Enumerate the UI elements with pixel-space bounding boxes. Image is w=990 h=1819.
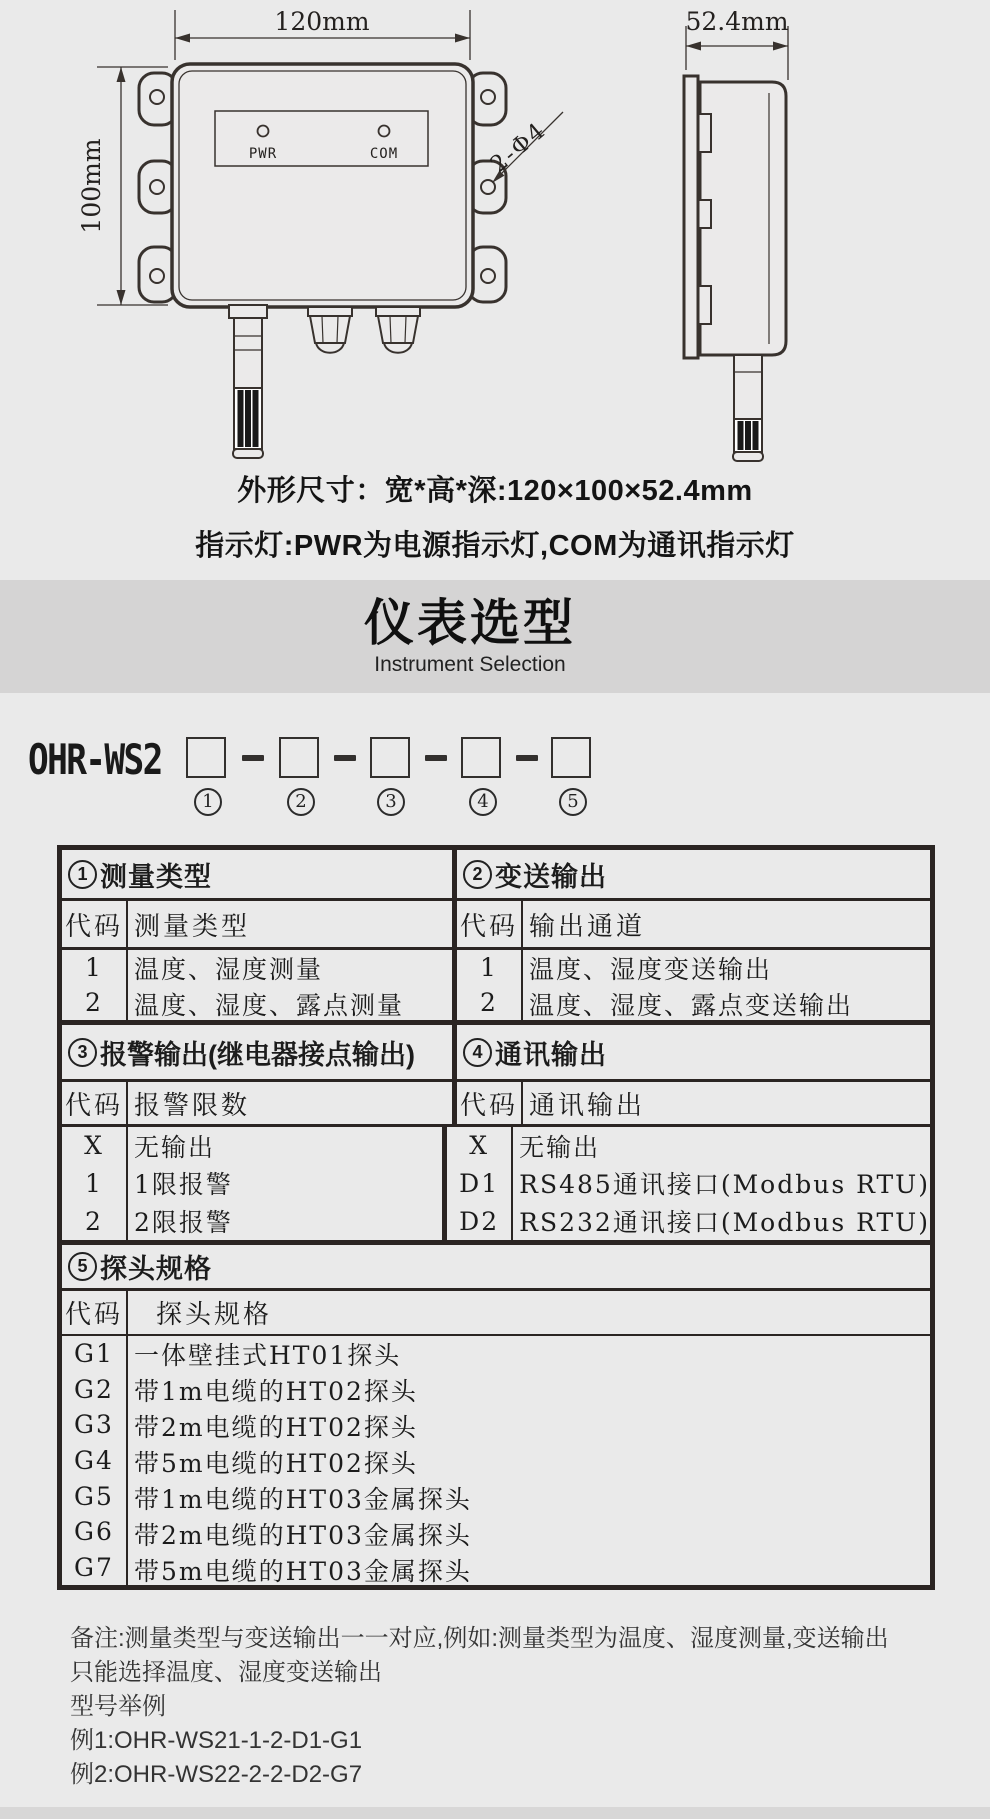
width-dim-label: 120mm bbox=[274, 7, 370, 36]
desc-cell: 温度、湿度变送输出 bbox=[529, 955, 773, 984]
code-cell: 2 bbox=[480, 988, 498, 1017]
desc-cell: 一体壁挂式HT01探头 bbox=[134, 1341, 402, 1370]
section-title: 报警输出(继电器接点输出) bbox=[100, 1039, 415, 1070]
section-title: 变送输出 bbox=[495, 861, 607, 892]
model-dash bbox=[425, 755, 447, 761]
code-column-header: 代码 bbox=[62, 1291, 128, 1334]
section-2-rows bbox=[457, 950, 930, 1020]
dimension-drawing bbox=[0, 0, 990, 468]
note-line: 只能选择温度、湿度变送输出 bbox=[70, 1659, 382, 1686]
circled-number-icon: 3 bbox=[68, 1038, 97, 1067]
desc-cell: 无输出 bbox=[519, 1132, 601, 1162]
selection-table bbox=[57, 845, 935, 1590]
circled-number-icon: 1 bbox=[68, 860, 97, 889]
circled-number-icon: 5 bbox=[68, 1252, 97, 1281]
note-line: 例2:OHR-WS22-2-2-D2-G7 bbox=[70, 1761, 363, 1788]
model-slot-box-5 bbox=[551, 737, 591, 778]
section-header-4 bbox=[457, 1025, 930, 1079]
desc-cell: 带1m电缆的HT02探头 bbox=[134, 1377, 418, 1406]
desc-cell: 温度、湿度、露点变送输出 bbox=[529, 991, 854, 1020]
code-cell: G7 bbox=[74, 1552, 114, 1582]
code-cell: D2 bbox=[459, 1206, 500, 1236]
note-line: 型号举例 bbox=[70, 1693, 166, 1720]
slot-number-5: 5 bbox=[559, 788, 587, 816]
code-cell: 1 bbox=[85, 1168, 103, 1198]
section-title: 探头规格 bbox=[100, 1254, 212, 1284]
com-led-label: COM bbox=[369, 146, 399, 162]
model-slot-box-2 bbox=[279, 737, 319, 778]
section-5-rows bbox=[62, 1336, 930, 1585]
front-view bbox=[97, 10, 563, 458]
desc-cell: 温度、湿度、露点测量 bbox=[134, 991, 405, 1020]
slot-number-2: 2 bbox=[287, 788, 315, 816]
height-dim-label: 100mm bbox=[77, 138, 106, 234]
desc-cell: 带2m电缆的HT03金属探头 bbox=[134, 1521, 472, 1550]
desc-column-header: 测量类型 bbox=[134, 911, 251, 942]
code-cell: 1 bbox=[85, 953, 103, 982]
depth-dim-label: 52.4mm bbox=[685, 7, 789, 36]
desc-cell: 带5m电缆的HT02探头 bbox=[134, 1449, 418, 1478]
section-header-5 bbox=[62, 1245, 930, 1291]
enclosure-body bbox=[172, 64, 473, 307]
code-cell: X bbox=[469, 1131, 490, 1161]
section-header-3 bbox=[62, 1025, 457, 1079]
desc-cell: RS485通讯接口(Modbus RTU) bbox=[519, 1170, 930, 1200]
slot-number-1: 1 bbox=[194, 788, 222, 816]
code-cell: G1 bbox=[74, 1339, 114, 1369]
model-dash bbox=[516, 755, 538, 761]
cable-gland bbox=[308, 307, 352, 353]
model-prefix: OHR-WS2 bbox=[28, 735, 162, 784]
desc-cell: 2限报警 bbox=[134, 1208, 233, 1238]
code-cell: 1 bbox=[480, 953, 498, 982]
note-line: 备注:测量类型与变送输出一一对应,例如:测量类型为温度、湿度测量,变送输出 bbox=[70, 1625, 889, 1652]
slot-number-4: 4 bbox=[469, 788, 497, 816]
desc-column-header: 报警限数 bbox=[134, 1090, 251, 1121]
indicator-lights-text: 指示灯:PWR为电源指示灯,COM为通讯指示灯 bbox=[195, 530, 795, 562]
hole-callout-label: 2-Φ4 bbox=[485, 117, 552, 179]
outline-dimensions-text: 外形尺寸：宽*高*深:120×100×52.4mm bbox=[237, 475, 753, 507]
model-slot-box-1 bbox=[186, 737, 226, 778]
desc-cell: 无输出 bbox=[134, 1132, 216, 1162]
desc-cell: RS232通讯接口(Modbus RTU) bbox=[519, 1208, 930, 1238]
code-cell: G6 bbox=[74, 1517, 114, 1547]
code-cell: G5 bbox=[74, 1481, 114, 1511]
desc-cell: 带5m电缆的HT03金属探头 bbox=[134, 1557, 472, 1585]
section-header-1 bbox=[62, 850, 457, 898]
code-cell: D1 bbox=[459, 1168, 500, 1198]
desc-column-header: 通讯输出 bbox=[529, 1090, 646, 1121]
back-plate bbox=[684, 76, 698, 358]
model-slot-box-3 bbox=[370, 737, 410, 778]
code-cell: G4 bbox=[74, 1445, 114, 1475]
code-cell: 2 bbox=[85, 988, 103, 1017]
model-dash bbox=[334, 755, 356, 761]
code-cell: 2 bbox=[85, 1206, 103, 1236]
slot-number-3: 3 bbox=[377, 788, 405, 816]
model-dash bbox=[242, 755, 264, 761]
section-3-rows bbox=[62, 1127, 447, 1240]
ear-tabs-side bbox=[698, 114, 711, 324]
section-4-rows bbox=[447, 1127, 930, 1240]
cable-gland bbox=[376, 307, 420, 353]
side-view bbox=[684, 26, 788, 461]
banner-subtitle: Instrument Selection bbox=[374, 653, 566, 676]
banner-title: 仪表选型 bbox=[364, 595, 576, 651]
model-slot-box-4 bbox=[461, 737, 501, 778]
code-cell: G3 bbox=[74, 1410, 114, 1440]
bottom-strip bbox=[0, 1807, 990, 1819]
section-title: 测量类型 bbox=[100, 861, 212, 892]
sensor-probe bbox=[229, 305, 267, 458]
desc-column-header: 输出通道 bbox=[529, 911, 646, 942]
code-column-header: 代码 bbox=[457, 901, 523, 947]
section-title: 通讯输出 bbox=[495, 1039, 607, 1070]
side-body bbox=[700, 82, 786, 355]
pwr-led-label: PWR bbox=[248, 146, 278, 162]
section-banner bbox=[0, 580, 990, 693]
desc-cell: 温度、湿度测量 bbox=[134, 955, 324, 984]
desc-cell: 带1m电缆的HT03金属探头 bbox=[134, 1485, 472, 1514]
section-1-rows bbox=[62, 950, 457, 1020]
note-line: 例1:OHR-WS21-1-2-D1-G1 bbox=[70, 1727, 363, 1754]
desc-cell: 1限报警 bbox=[134, 1170, 233, 1200]
notes-block bbox=[70, 1622, 970, 1792]
code-column-header: 代码 bbox=[62, 901, 128, 947]
sensor-probe-side bbox=[733, 355, 763, 461]
desc-column-header: 探头规格 bbox=[156, 1300, 273, 1330]
code-column-header: 代码 bbox=[457, 1082, 523, 1124]
circled-number-icon: 4 bbox=[463, 1038, 492, 1067]
code-cell: G2 bbox=[74, 1374, 114, 1404]
circled-number-icon: 2 bbox=[463, 860, 492, 889]
code-column-header: 代码 bbox=[62, 1082, 128, 1124]
code-cell: X bbox=[84, 1131, 104, 1161]
section-header-2 bbox=[457, 850, 930, 898]
desc-cell: 带2m电缆的HT02探头 bbox=[134, 1413, 418, 1442]
